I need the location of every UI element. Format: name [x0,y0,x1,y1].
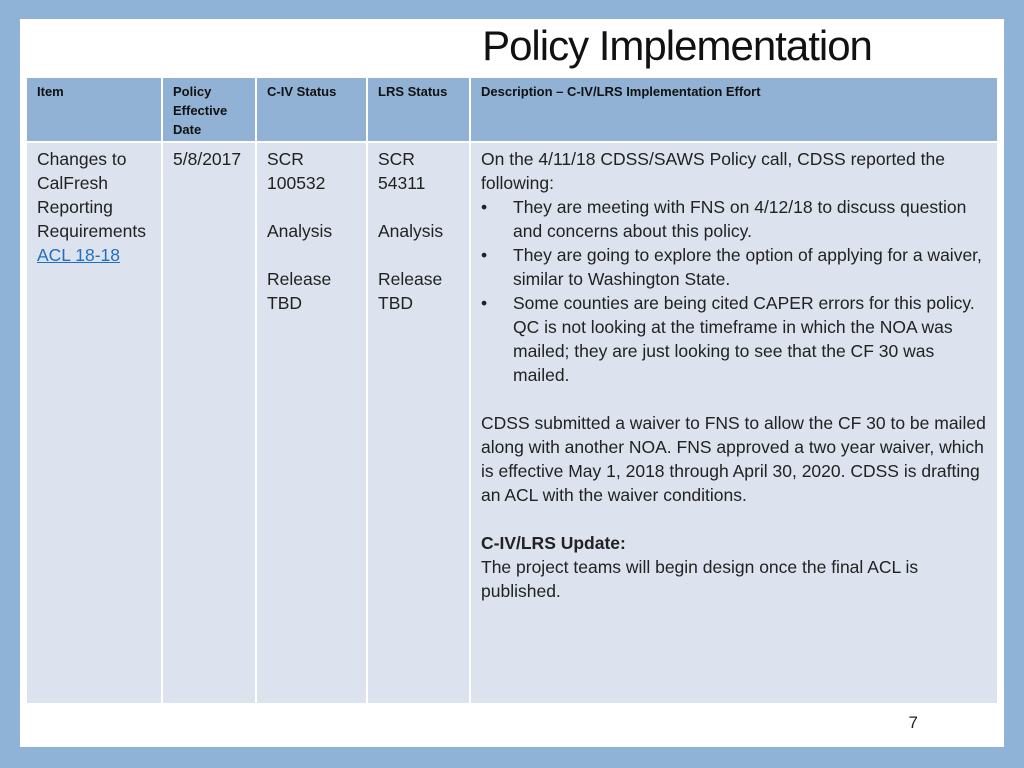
list-item [481,291,987,387]
item-line: Changes to [37,149,127,169]
lrs-scr-label: SCR [378,149,415,169]
lrs-release-label: Release [378,269,443,289]
policy-table [25,76,999,705]
bullet-text: They are going to explore the option of applying for a waiver, similar to Washington State. [513,245,982,289]
list-item [481,243,987,291]
civ-analysis: Analysis [267,221,333,241]
table-row [27,143,997,703]
bullet-icon: • [481,293,488,313]
civ-release-label: Release [267,269,332,289]
page-title: Policy Implementation [482,22,872,69]
description-intro: On the 4/11/18 CDSS/SAWS Policy call, CDSS reported the following: [481,149,945,193]
cell-policy-effective-date: 5/8/2017 [163,143,255,703]
lrs-analysis: Analysis [378,221,444,241]
cell-civ-status [257,143,366,703]
bullet-text: Some counties are being cited CAPER errors for this policy. QC is not looking at the timeframe in which the NOA was mailed; they are just looking to see that the CF 30 was mailed. [513,293,975,385]
page-number: 7 [908,713,918,732]
list-item [481,195,987,243]
header-civ-status: C-IV Status [257,78,366,141]
civ-release-value: TBD [267,293,302,313]
table-header-row [27,78,997,141]
lrs-scr-number: 54311 [378,173,426,193]
item-line: CalFresh [37,173,108,193]
cell-description [471,143,997,703]
item-line: Reporting [37,197,113,217]
description-paragraph: CDSS submitted a waiver to FNS to allow the CF 30 to be mailed along with another NOA. FNS approved a two year waiver, which is effective May 1, 2018 through April 30, 2020. CDSS is drafting an ACL with the waiver conditions. [481,413,986,505]
bullet-text: They are meeting with FNS on 4/12/18 to discuss question and concerns about this policy. [513,197,967,241]
header-policy-effective-date: Policy Effective Date [163,78,255,141]
civ-scr-number: 100532 [267,173,326,193]
item-line: Requirements [37,221,146,241]
lrs-release-value: TBD [378,293,413,313]
cell-lrs-status [368,143,469,703]
acl-link[interactable]: ACL 18-18 [37,245,121,265]
description-bullet-list [481,195,987,387]
header-description: Description – C-IV/LRS Implementation Effort [471,78,997,141]
update-text: The project teams will begin design once the final ACL is published. [481,557,919,601]
header-item: Item [27,78,161,141]
update-heading: C-IV/LRS Update: [481,533,626,553]
bullet-icon: • [481,197,488,217]
header-lrs-status: LRS Status [368,78,469,141]
cell-item [27,143,161,703]
slide [20,19,1004,747]
bullet-icon: • [481,245,488,265]
civ-scr-label: SCR [267,149,304,169]
